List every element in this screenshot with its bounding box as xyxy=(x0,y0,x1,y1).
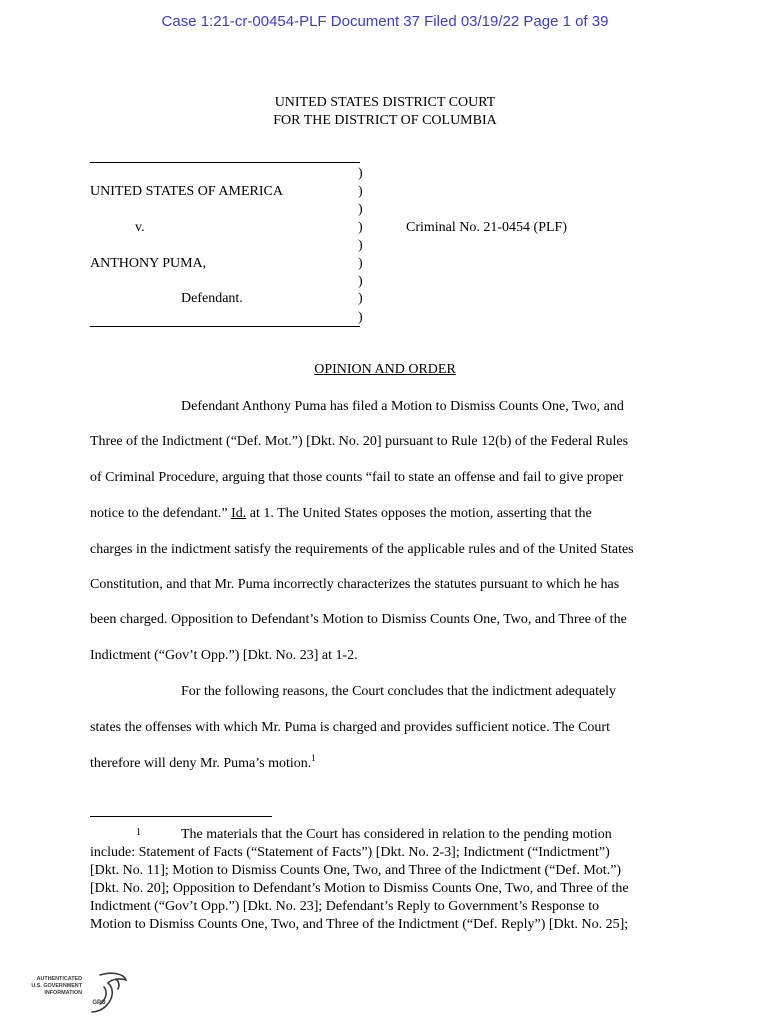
gpo-logo-text: AUTHENTICATED xyxy=(36,976,82,982)
ecf-header-stamp: Case 1:21-cr-00454-PLF Document 37 Filed 03/19/22 Page 1 of 39 xyxy=(161,13,609,30)
body-line: Three of the Indictment (“Def. Mot.”) [Dkt. No. 20] pursuant to Rule 12(b) of the Federal Rules xyxy=(90,434,629,449)
footnote-number: 1 xyxy=(136,827,141,838)
caption-plaintiff: UNITED STATES OF AMERICA xyxy=(90,184,283,199)
eagle-icon xyxy=(92,973,126,1012)
caption-paren: ) xyxy=(358,166,363,181)
case-number: Criminal No. 21-0454 (PLF) xyxy=(406,220,567,235)
footnote-line: Motion to Dismiss Counts One, Two, and Three of the Indictment (“Def. Reply”) [Dkt. No. 25]; xyxy=(90,917,629,932)
footnote-reference: 1 xyxy=(311,753,316,763)
body-line: For the following reasons, the Court concludes that the indictment adequately xyxy=(181,684,617,699)
body-line: charges in the indictment satisfy the requirements of the applicable rules and of the United States xyxy=(90,542,634,557)
court-district: FOR THE DISTRICT OF COLUMBIA xyxy=(273,113,497,128)
body-line: Constitution, and that Mr. Puma incorrectly characterizes the statutes pursuant to which he has xyxy=(90,577,620,592)
footnote-line: [Dkt. No. 20]; Opposition to Defendant’s Motion to Dismiss Counts One, Two, and Three of the xyxy=(90,881,629,896)
document-title: OPINION AND ORDER xyxy=(314,362,456,377)
caption-paren: ) xyxy=(358,291,363,306)
body-line: notice to the defendant.” Id. at 1. The United States opposes the motion, asserting that the xyxy=(90,506,592,521)
caption-paren: ) xyxy=(358,220,363,235)
caption-top-rule xyxy=(90,162,360,163)
body-line: therefore will deny Mr. Puma’s motion.$^1$ xyxy=(90,753,316,771)
body-line: Indictment (“Gov’t Opp.”) [Dkt. No. 23] at 1-2. xyxy=(90,648,358,663)
body-line: of Criminal Procedure, arguing that those counts “fail to state an offense and fail to give proper xyxy=(90,470,624,485)
gpo-logo-text: GPO xyxy=(92,1000,106,1006)
caption-paren: ) xyxy=(358,238,363,253)
caption-paren: ) xyxy=(358,274,363,289)
id-citation: Id. xyxy=(231,506,247,521)
caption-defendant-role: Defendant. xyxy=(181,291,243,306)
footnote-line: [Dkt. No. 11]; Motion to Dismiss Counts One, Two, and Three of the Indictment (“Def. Mot.”) xyxy=(90,863,622,878)
gpo-authenticated-logo xyxy=(31,970,132,1016)
gpo-logo-text: U.S. GOVERNMENT xyxy=(31,983,82,989)
court-name: UNITED STATES DISTRICT COURT xyxy=(274,95,496,110)
caption-bottom-rule xyxy=(90,326,360,327)
caption-paren: ) xyxy=(358,202,363,217)
caption-paren: ) xyxy=(358,184,363,199)
body-line: been charged. Opposition to Defendant’s Motion to Dismiss Counts One, Two, and Three of the xyxy=(90,612,627,627)
footnote-line: Indictment (“Gov’t Opp.”) [Dkt. No. 23]; Defendant’s Reply to Government’s Response to xyxy=(90,899,600,914)
caption-defendant: ANTHONY PUMA, xyxy=(90,256,207,271)
gpo-logo-text: INFORMATION xyxy=(44,990,82,996)
body-line: states the offenses with which Mr. Puma is charged and provides sufficient notice. The Court xyxy=(90,720,610,735)
body-line: Defendant Anthony Puma has filed a Motion to Dismiss Counts One, Two, and xyxy=(181,399,624,414)
caption-paren: ) xyxy=(358,310,363,325)
footnote-separator xyxy=(90,816,272,817)
footnote-line: The materials that the Court has considered in relation to the pending motion xyxy=(181,827,612,842)
footnote-line: include: Statement of Facts (“Statement of Facts”) [Dkt. No. 2-3]; Indictment (“Indictment”) xyxy=(90,845,610,860)
caption-versus: v. xyxy=(135,220,145,235)
caption-paren: ) xyxy=(358,256,363,271)
